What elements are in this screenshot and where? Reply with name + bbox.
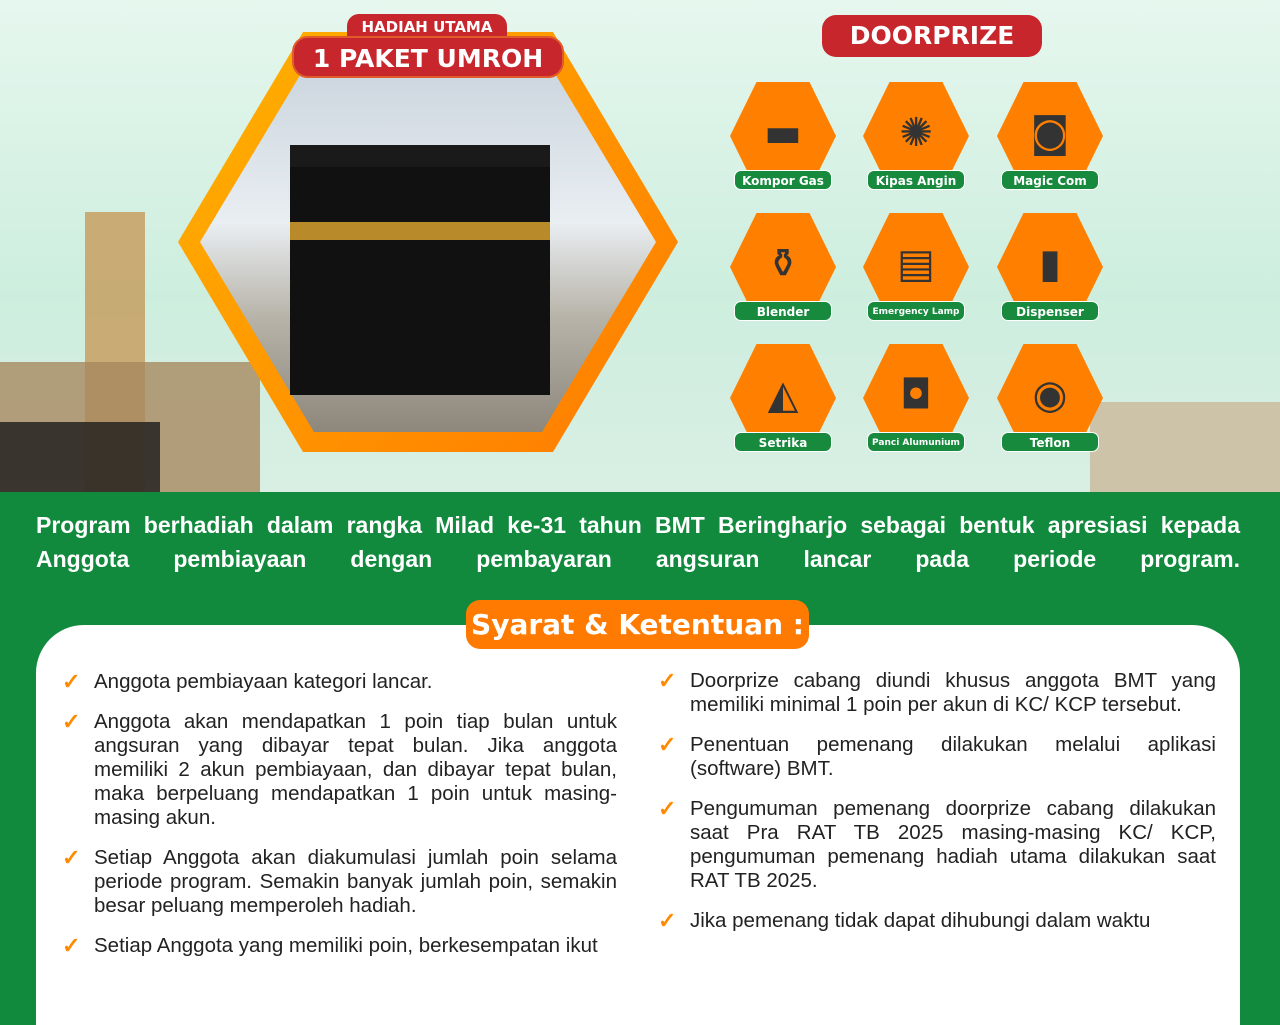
fan-icon: ✺ — [899, 110, 933, 156]
prize-label: Dispenser — [1001, 301, 1099, 321]
main-prize-title: 1 PAKET UMROH — [292, 36, 564, 78]
doorprize-item — [728, 82, 838, 202]
term-text: Jika pemenang tidak dapat dihubungi dalam waktu — [690, 909, 1151, 932]
check-icon: ✓ — [658, 796, 677, 821]
term-text: Setiap Anggota akan diakumulasi jumlah poin selama periode program. Semakin banyak jumlah poin, semakin besar peluang memperoleh hadiah. — [94, 846, 617, 917]
blender-icon: ⚱ — [766, 241, 800, 287]
term-text: Anggota pembiayaan kategori lancar. — [94, 670, 433, 693]
prize-label: Magic Com — [1001, 170, 1099, 190]
term-text: Setiap Anggota yang memiliki poin, berkesempatan ikut — [94, 934, 598, 957]
prize-label: Emergency Lamp — [867, 301, 965, 321]
check-icon: ✓ — [658, 732, 677, 757]
check-icon: ✓ — [658, 668, 677, 693]
rice-cooker-icon: ◙ — [1030, 110, 1070, 156]
doorprize-item — [861, 82, 971, 202]
doorprize-item — [728, 344, 838, 464]
term-item — [658, 733, 1216, 781]
doorprize-title: DOORPRIZE — [822, 15, 1042, 57]
pot-icon: ◘ — [900, 372, 932, 418]
check-icon: ✓ — [62, 669, 81, 694]
prize-label: Teflon — [1001, 432, 1099, 452]
term-text: Anggota akan mendapatkan 1 poin tiap bulan untuk angsuran yang dibayar tepat bulan. Jika anggota memiliki 2 akun pembiayaan, dan dibayar tepat bulan, maka berpeluang mendapatkan 1 poin untuk masing-masing akun. — [94, 710, 617, 829]
doorprize-item — [995, 213, 1105, 333]
check-icon: ✓ — [658, 908, 677, 933]
doorprize-item — [995, 82, 1105, 202]
terms-right-column — [658, 669, 1216, 933]
terms-left-column — [62, 670, 617, 958]
check-icon: ✓ — [62, 845, 81, 870]
check-icon: ✓ — [62, 933, 81, 958]
term-item — [658, 797, 1216, 893]
program-description: Program berhadiah dalam rangka Milad ke-31 tahun BMT Beringharjo sebagai bentuk apresiasi kepada Anggota pembiayaan dengan pembayaran angsuran lancar pada periode program. — [36, 512, 1240, 572]
check-icon: ✓ — [62, 709, 81, 734]
pan-icon: ◉ — [1032, 372, 1068, 418]
term-item — [658, 909, 1216, 933]
prize-label: Setrika — [734, 432, 832, 452]
doorprize-item — [995, 344, 1105, 464]
term-item — [62, 710, 617, 830]
kaaba-silhouette — [0, 422, 160, 492]
dispenser-icon: ▮ — [1038, 241, 1061, 287]
doorprize-item — [861, 213, 971, 333]
doorprize-item — [861, 344, 971, 464]
lamp-icon: ▤ — [897, 241, 935, 287]
mosque-buildings — [1090, 402, 1280, 492]
term-item — [62, 934, 617, 958]
doorprize-item — [728, 213, 838, 333]
term-item — [62, 846, 617, 918]
term-text: Doorprize cabang diundi khusus anggota BMT yang memiliki minimal 1 poin per akun di KC/ KCP tersebut. — [690, 669, 1216, 716]
term-text: Pengumuman pemenang doorprize cabang dilakukan saat Pra RAT TB 2025 masing-masing KC/ KCP, pengumuman pemenang hadiah utama dilakukan saat RAT TB 2025. — [690, 797, 1216, 892]
hero-banner — [0, 0, 1280, 492]
terms-title: Syarat & Ketentuan : — [466, 600, 809, 649]
prize-label: Blender — [734, 301, 832, 321]
kaaba-image — [290, 145, 550, 395]
term-text: Penentuan pemenang dilakukan melalui aplikasi (software) BMT. — [690, 733, 1216, 780]
main-prize-label: HADIAH UTAMA — [347, 14, 507, 40]
prize-label: Kompor Gas — [734, 170, 832, 190]
term-item — [62, 670, 617, 694]
term-item — [658, 669, 1216, 717]
prize-label: Panci Alumunium — [867, 432, 965, 452]
stove-icon: ▬ — [764, 110, 802, 156]
prize-label: Kipas Angin — [867, 170, 965, 190]
iron-icon: ◭ — [767, 372, 799, 418]
